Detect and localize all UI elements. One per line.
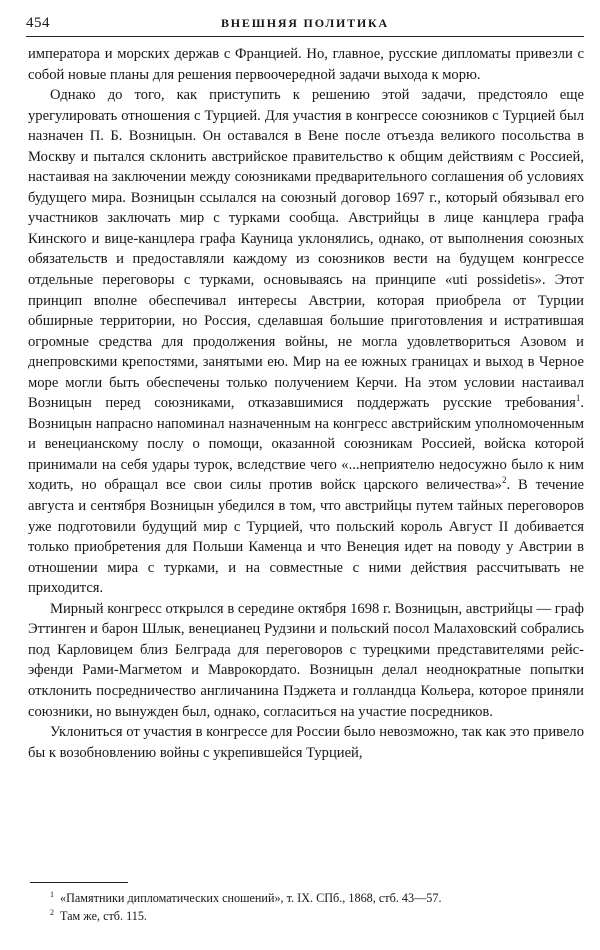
footnote-ref-2: 2 — [501, 475, 507, 486]
paragraph-4: Уклониться от участия в конгрессе для России было невозможно, так как это привело бы к возобновлению войны с укрепившейся Турцией, — [28, 724, 584, 761]
paragraph-2-part-1: Однако до того, как приступить к решению этой задачи, предстояло еще урегулировать отношения с Турцией. Для участия в конгрессе союзников с Турцией был назначен П. Б. Возницын. Он оставался в Вене после отъезда великого посольства в Москву и пытался склонить австрийское правительство к общим действиям с Россией, настаивая на заключении между союзниками предварительного соглашения об условиях будущего мира. Возницын ссылался на союзный договор 1697 г., который обязывал его участников заключать мир с турками сообща. Австрийцы в лице канцлера графа Кинского и вице-канцлера графа Кауница уклонялись, однако, от выполнения союзных обязательств и предоставляли каждому из союзников вести на будущем конгрессе отдельные переговоры с турками, основываясь на принципе «uti possidetis». Этот принцип вполне обеспечивал интересы Австрии, которая приобрела от Турции обширные территории, но Россия, сделавшая большие приготовления и истратившая огромные средства для продолжения войны, не могла удовлетвориться Азовом и днепровскими крепостями, занятыми ею. Мир на ее южных границах и выход в Черное море могли быть обеспечены только получением Керчи. На этом условии настаивал Возницын перед союзниками, отказавшимися поддержать русские требования — [28, 87, 584, 412]
page-number: 454 — [26, 15, 50, 31]
footnote-1 — [50, 889, 580, 907]
footnote-2 — [50, 907, 580, 925]
footnote-1-text: «Памятники дипломатических сношений», т. IX. СПб., 1868, стб. 43—57. — [60, 891, 442, 905]
paragraph-2-part-2: . Возницын напрасно напоминал назначенным на конгресс австрийским уполномоченным и венецианскому послу о помощи, оказанной союзникам Россией, войска которой принимали на себя удары турок, вследствие чего «...неприятелю недосужно было к ним ходить, но обращал все свои силы против войск царского величества» — [28, 395, 584, 494]
footnote-1-mark: 1 — [50, 889, 54, 899]
page-header — [26, 12, 584, 37]
paragraph-3: Мирный конгресс открылся в середине октября 1698 г. Возницын, австрийцы — граф Эттинген и барон Шлык, венецианец Рудзини и польский посол Малаховский собрались под Карловицем близ Белграда для переговоров с турецкими представителями рейс-эфенди Рами-Магметом и Маврокордато. Возницын делал неоднократные попытки отклонить посредничество англичанина Пэджета и голландца Кольера, которое приняли союзники, но вынужден был, однако, согласиться на участие посредников. — [28, 600, 584, 720]
paragraph-1: императора и морских держав с Францией. Но, главное, русские дипломаты привезли с собой новые планы для решения первоочередной задачи выхода к морю. — [28, 46, 584, 83]
paragraph-2 — [28, 85, 584, 599]
footnotes — [50, 889, 580, 925]
paragraph-2-part-3: . В течение августа и сентября Возницын убедился в том, что австрийцы путем тайных переговоров уже подготовили будущий мир с Турцией, что польский король Август II добивается только приобретения для Польши Каменца и что Венеция идет на поводу у Австрии в отношении мира с турками, и на совместные с ними действия рассчитывать не приходится. — [28, 477, 584, 597]
footnote-2-mark: 2 — [50, 907, 54, 917]
footnote-ref-1: 1 — [575, 393, 581, 404]
footnote-separator — [30, 882, 128, 883]
body-text — [28, 44, 584, 763]
running-title: ВНЕШНЯЯ ПОЛИТИКА — [220, 16, 390, 30]
footnote-2-text: Там же, стб. 115. — [60, 909, 147, 923]
